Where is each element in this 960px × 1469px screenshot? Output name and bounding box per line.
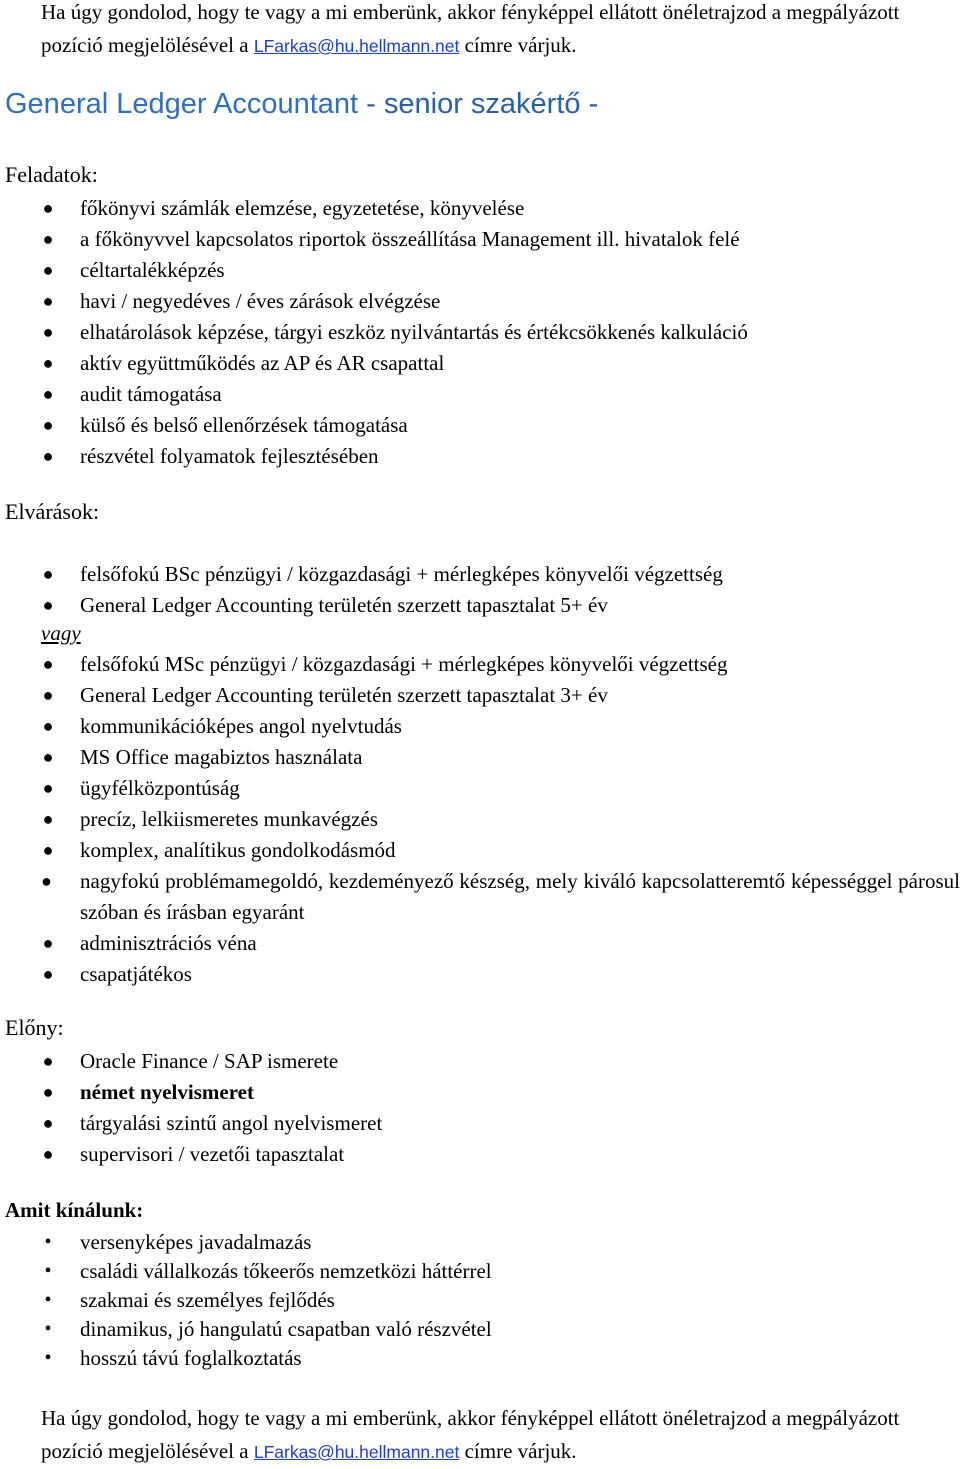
list-item: ● MS Office magabiztos használata (0, 742, 960, 773)
list-item: ● nagyfokú problémamegoldó, kezdeményező készség, mely kiváló kapcsolatteremtő képességgel párosul szóban és írásban egyaránt (0, 866, 960, 928)
outro-text-after: címre várjuk. (459, 1439, 577, 1463)
bullet-icon: ● (42, 564, 54, 584)
requirements-list-2 (0, 649, 960, 990)
list-item: • családi vállalkozás tőkeerős nemzetközi háttérrel (0, 1257, 960, 1286)
list-item: ● külső és belső ellenőrzések támogatása (0, 410, 960, 441)
bullet-icon: ● (42, 446, 54, 466)
list-item: ● főkönyvi számlák elemzése, egyzetetése, könyvelése (0, 193, 960, 224)
intro-text-before: Ha úgy gondolod, hogy te vagy a mi emberünk, akkor fényképpel ellátott önéletrajzod a megpályázott pozíció megjelölésével a (41, 0, 900, 57)
list-item: ● precíz, lelkiismeretes munkavégzés (0, 804, 960, 835)
bullet-icon: ● (42, 595, 54, 615)
requirements-list-1 (0, 559, 960, 621)
bullet-icon: • (44, 1318, 52, 1340)
list-item: ● német nyelvismeret (0, 1077, 960, 1108)
list-item: ● aktív együttműködés az AP és AR csapattal (0, 348, 960, 379)
list-item: • szakmai és személyes fejlődés (0, 1286, 960, 1315)
list-item: • versenyképes javadalmazás (0, 1228, 960, 1257)
list-item: ● felsőfokú MSc pénzügyi / közgazdasági + mérlegképes könyvelői végzettség (0, 649, 960, 680)
bullet-icon: ● (42, 198, 54, 218)
list-item: • hosszú távú foglalkoztatás (0, 1344, 960, 1373)
bullet-icon: ● (42, 291, 54, 311)
tasks-list (0, 193, 960, 472)
email-link[interactable]: LFarkas@hu.hellmann.net (253, 1442, 460, 1462)
intro-paragraph-top (41, 0, 946, 63)
bullet-icon: ● (42, 1144, 54, 1164)
list-item: ● elhatárolások képzése, tárgyi eszköz nyilvántartás és értékcsökkenés kalkuláció (0, 317, 960, 348)
bullet-icon: ● (42, 964, 54, 984)
list-item: ● felsőfokú BSc pénzügyi / közgazdasági + mérlegképes könyvelői végzettség (0, 559, 960, 590)
bullet-icon: • (44, 1260, 52, 1282)
bullet-icon: • (44, 1347, 52, 1369)
advantages-heading: Előny: (5, 1015, 64, 1040)
list-item: ● tárgyalási szintű angol nyelvismeret (0, 1108, 960, 1139)
list-item: ● ügyfélközpontúság (0, 773, 960, 804)
list-item: ● General Ledger Accounting területén szerzett tapasztalat 3+ év (0, 680, 960, 711)
list-item: ● kommunikációképes angol nyelvtudás (0, 711, 960, 742)
offer-heading: Amit kínálunk: (5, 1198, 144, 1222)
bullet-icon: ● (42, 1082, 54, 1102)
list-item: ● audit támogatása (0, 379, 960, 410)
list-item: ● supervisori / vezetői tapasztalat (0, 1139, 960, 1170)
bullet-icon: ● (42, 384, 54, 404)
list-item: ● havi / negyedéves / éves zárások elvégzése (0, 286, 960, 317)
bullet-icon: • (44, 1289, 52, 1311)
bullet-icon: ● (42, 353, 54, 373)
tasks-heading: Feladatok: (5, 162, 98, 187)
bullet-icon: ● (42, 685, 54, 705)
bullet-icon: ● (41, 871, 52, 891)
outro-text-before: Ha úgy gondolod, hogy te vagy a mi emberünk, akkor fényképpel ellátott önéletrajzod a megpályázott pozíció megjelölésével a (41, 1406, 900, 1463)
list-item: ● a főkönyvvel kapcsolatos riportok összeállítása Management ill. hivatalok felé (0, 224, 960, 255)
bullet-icon: ● (42, 229, 54, 249)
bullet-icon: ● (42, 778, 54, 798)
advantages-list (0, 1046, 960, 1170)
bullet-icon: ● (42, 716, 54, 736)
list-item: ● Oracle Finance / SAP ismerete (0, 1046, 960, 1077)
title-main: General Ledger Accountant (5, 88, 359, 120)
bullet-icon: • (44, 1231, 52, 1253)
list-item: ● komplex, analítikus gondolkodásmód (0, 835, 960, 866)
bullet-icon: ● (42, 1113, 54, 1133)
list-item: • dinamikus, jó hangulatú csapatban való részvétel (0, 1315, 960, 1344)
list-item: ● részvétel folyamatok fejlesztésében (0, 441, 960, 472)
requirements-heading: Elvárások: (5, 499, 100, 524)
bullet-icon: ● (42, 1051, 54, 1071)
bullet-icon: ● (42, 747, 54, 767)
list-item: ● csapatjátékos (0, 959, 960, 990)
offer-list (0, 1228, 960, 1373)
bullet-icon: ● (42, 260, 54, 280)
list-item: ● General Ledger Accounting területén szerzett tapasztalat 5+ év (0, 590, 960, 621)
intro-paragraph-bottom (41, 1402, 946, 1469)
list-item: ● adminisztrációs véna (0, 928, 960, 959)
bullet-icon: ● (42, 654, 54, 674)
intro-text-after: címre várjuk. (459, 33, 577, 57)
page-title (5, 88, 598, 121)
list-item: ● céltartalékképzés (0, 255, 960, 286)
bullet-icon: ● (42, 322, 54, 342)
or-label: vagy (41, 621, 81, 645)
bullet-icon: ● (42, 809, 54, 829)
email-link[interactable]: LFarkas@hu.hellmann.net (253, 36, 460, 56)
bullet-icon: ● (42, 933, 54, 953)
bullet-icon: ● (42, 840, 54, 860)
title-suffix: - senior szakértő - (358, 88, 599, 120)
bullet-icon: ● (42, 415, 54, 435)
